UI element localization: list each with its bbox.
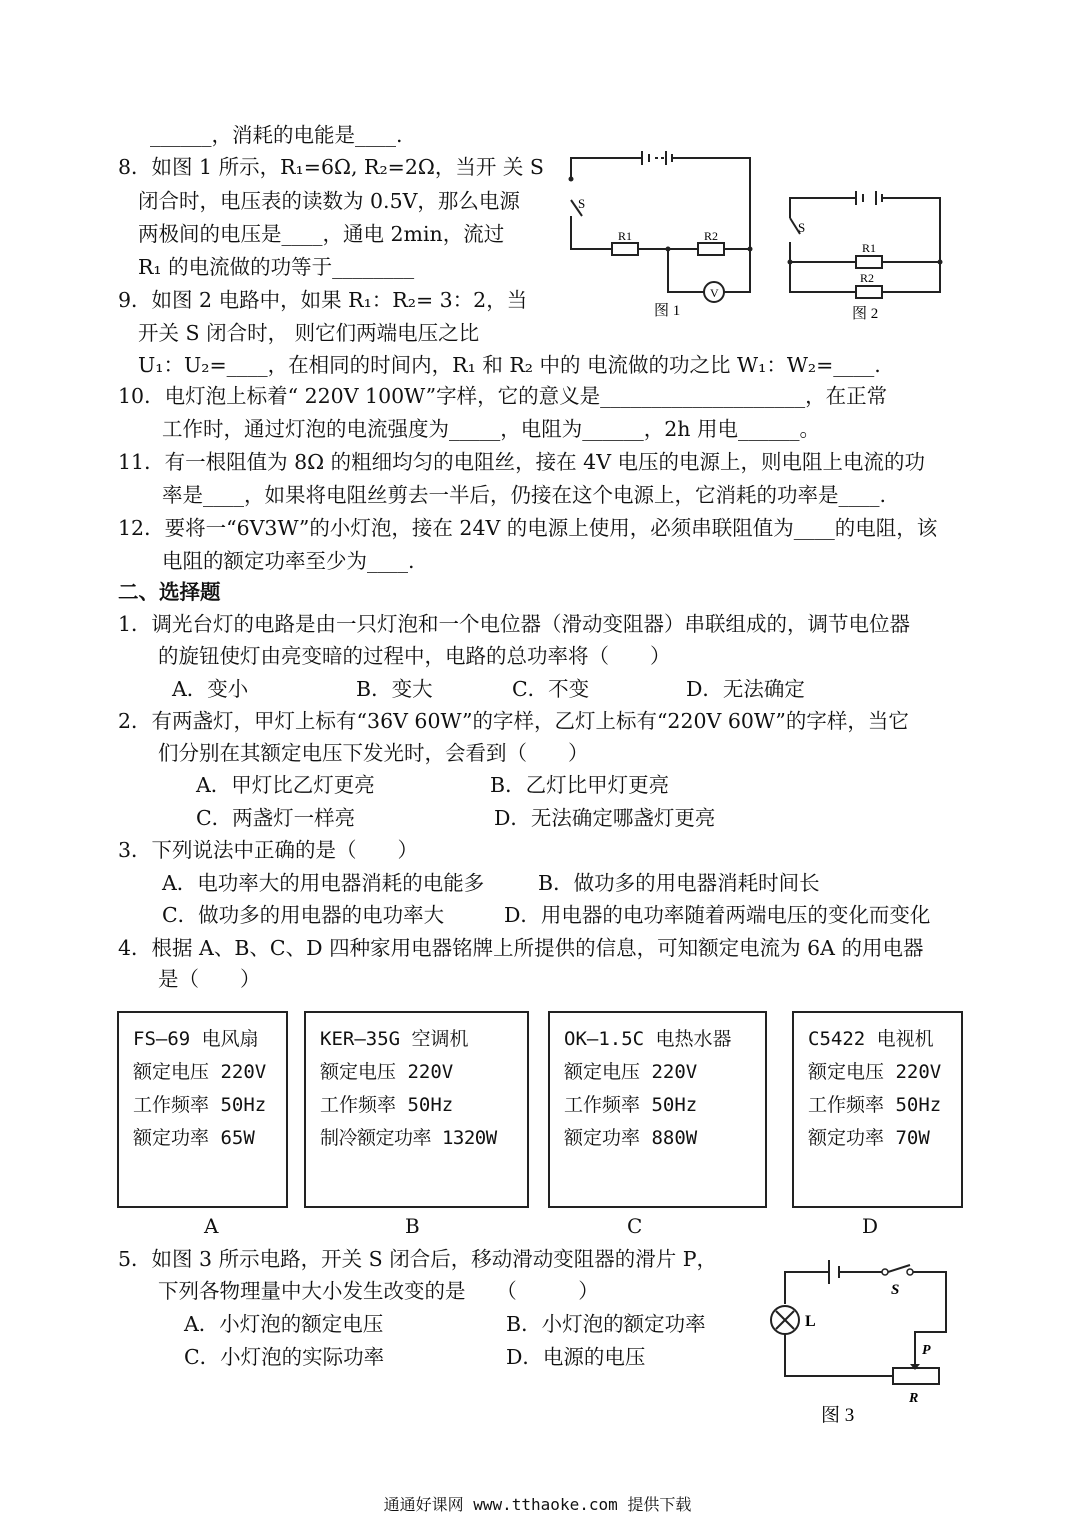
text-line: 电阻的额定功率至少为____. <box>162 549 415 573</box>
question-8: 8．如图 1 所示，R₁=6Ω, R₂=2Ω，当开 关 S <box>118 155 544 179</box>
nameplate-line: 制冷额定功率 1320W <box>320 1127 497 1149</box>
choice-question-3: 3．下列说法中正确的是（ ） <box>118 838 419 862</box>
nameplate-line: 工作频率 50Hz <box>320 1094 454 1116</box>
nameplate-d <box>792 1011 963 1208</box>
figure-2-circuit <box>778 182 953 327</box>
nameplate-line: 额定电压 220V <box>320 1061 454 1083</box>
lamp-label: L <box>805 1313 816 1330</box>
resistor-label: R1 <box>618 229 633 243</box>
switch-label: S <box>891 1282 900 1298</box>
nameplate-line: 额定功率 880W <box>564 1127 698 1149</box>
question-10: 10．电灯泡上标着“ 220V 100W”字样，它的意义是____________________，在正常 <box>118 384 888 408</box>
rheostat-label: R <box>909 1391 919 1406</box>
option-d: D．无法确定哪盏灯更亮 <box>494 806 716 830</box>
text-line: 闭合时，电压表的读数为 0.5V，那么电源 <box>138 189 520 213</box>
box-label: B <box>405 1214 420 1238</box>
option-b: B．小灯泡的额定功率 <box>506 1312 706 1336</box>
option-c: C．做功多的用电器的电功率大 <box>162 903 445 927</box>
option-b: B．变大 <box>356 677 433 701</box>
option-a: A．电功率大的用电器消耗的电能多 <box>162 871 485 895</box>
resistor-label: R2 <box>704 229 719 243</box>
text-line: ______，消耗的电能是____. <box>150 123 403 147</box>
figure-caption: 图 1 <box>654 303 681 319</box>
switch-label: S <box>578 196 586 211</box>
nameplate-line: 工作频率 50Hz <box>133 1094 267 1116</box>
nameplate-line: C5422 电视机 <box>808 1028 934 1050</box>
option-c: C．小灯泡的实际功率 <box>184 1345 385 1369</box>
slider-label: P <box>922 1343 931 1358</box>
choice-question-2: 2．有两盏灯，甲灯上标有“36V 60W”的字样，乙灯上标有“220V 60W”的字样，当它 <box>118 709 909 733</box>
nameplate-c <box>548 1011 767 1208</box>
nameplate-line: 额定功率 65W <box>133 1127 255 1149</box>
voltmeter-label: V <box>710 286 719 300</box>
nameplate-line: OK—1.5C 电热水器 <box>564 1028 732 1050</box>
text-line: 率是____，如果将电阻丝剪去一半后，仍接在这个电源上，它消耗的功率是____. <box>162 483 887 507</box>
text-line: 的旋钮使灯由亮变暗的过程中，电路的总功率将（ ） <box>158 644 671 668</box>
text-line: 两极间的电压是____，通电 2min，流过 <box>138 222 505 246</box>
option-a: A．小灯泡的额定电压 <box>184 1312 384 1336</box>
nameplate-line: 额定功率 70W <box>808 1127 930 1149</box>
nameplate-a <box>117 1011 288 1208</box>
text-line: 开关 S 闭合时， 则它们两端电压之比 <box>138 321 480 345</box>
option-b: B．乙灯比甲灯更亮 <box>490 773 670 797</box>
option-d: D．电源的电压 <box>506 1345 646 1369</box>
text-line: U₁：U₂=____，在相同的时间内，R₁ 和 R₂ 中的 电流做的功之比 W₁：W₂=____. <box>138 353 881 377</box>
text-line: 工作时，通过灯泡的电流强度为_____，电阻为______，2h 用电______。 <box>162 417 821 441</box>
nameplate-line: KER—35G 空调机 <box>320 1028 469 1050</box>
nameplate-line: 工作频率 50Hz <box>808 1094 942 1116</box>
section-heading: 二、选择题 <box>118 580 221 604</box>
switch-label: S <box>798 220 806 235</box>
choice-question-1: 1．调光台灯的电路是由一只灯泡和一个电位器（滑动变阻器）串联组成的，调节电位器 <box>118 612 911 636</box>
nameplate-line: 额定电压 220V <box>808 1061 942 1083</box>
text-line: 下列各物理量中大小发生改变的是 （ ） <box>158 1279 599 1303</box>
text-line: R₁ 的电流做的功等于________ <box>138 255 415 279</box>
option-d: D．用电器的电功率随着两端电压的变化而变化 <box>504 903 931 927</box>
nameplate-line: 额定电压 220V <box>133 1061 267 1083</box>
nameplate-line: 工作频率 50Hz <box>564 1094 698 1116</box>
option-c: C．不变 <box>512 677 590 701</box>
question-12: 12．要将一“6V3W”的小灯泡，接在 24V 的电源上使用，必须串联阻值为____的电阻，该 <box>118 516 938 540</box>
option-a: A．甲灯比乙灯更亮 <box>196 773 375 797</box>
figure-1-circuit <box>560 148 760 323</box>
figure-caption: 图 3 <box>821 1405 855 1426</box>
option-c: C．两盏灯一样亮 <box>196 806 356 830</box>
figure-3-circuit <box>765 1252 965 1432</box>
box-label: C <box>627 1214 643 1238</box>
box-label: D <box>862 1214 879 1238</box>
choice-question-5: 5．如图 3 所示电路，开关 S 闭合后，移动滑动变阻器的滑片 P， <box>118 1247 718 1271</box>
question-9: 9．如图 2 电路中，如果 R₁：R₂= 3：2，当 <box>118 288 528 312</box>
option-a: A．变小 <box>172 677 249 701</box>
page-footer: 通通好课网 www.tthaoke.com 提供下载 <box>383 1495 692 1514</box>
nameplate-line: FS—69 电风扇 <box>133 1028 259 1050</box>
resistor-label: R2 <box>860 271 875 285</box>
nameplate-line: 额定电压 220V <box>564 1061 698 1083</box>
choice-question-4: 4．根据 A、B、C、D 四种家用电器铭牌上所提供的信息，可知额定电流为 6A 的用电器 <box>118 936 924 960</box>
box-label: A <box>204 1214 219 1238</box>
text-line: 们分别在其额定电压下发光时，会看到（ ） <box>158 741 589 765</box>
question-11: 11．有一根阻值为 8Ω 的粗细均匀的电阻丝，接在 4V 电压的电源上，则电阻上电流的功 <box>118 450 926 474</box>
option-b: B．做功多的用电器消耗时间长 <box>538 871 820 895</box>
figure-caption: 图 2 <box>852 306 879 322</box>
option-d: D．无法确定 <box>686 677 805 701</box>
text-line: 是（ ） <box>158 967 261 991</box>
resistor-label: R1 <box>862 241 877 255</box>
nameplate-b <box>304 1011 529 1208</box>
